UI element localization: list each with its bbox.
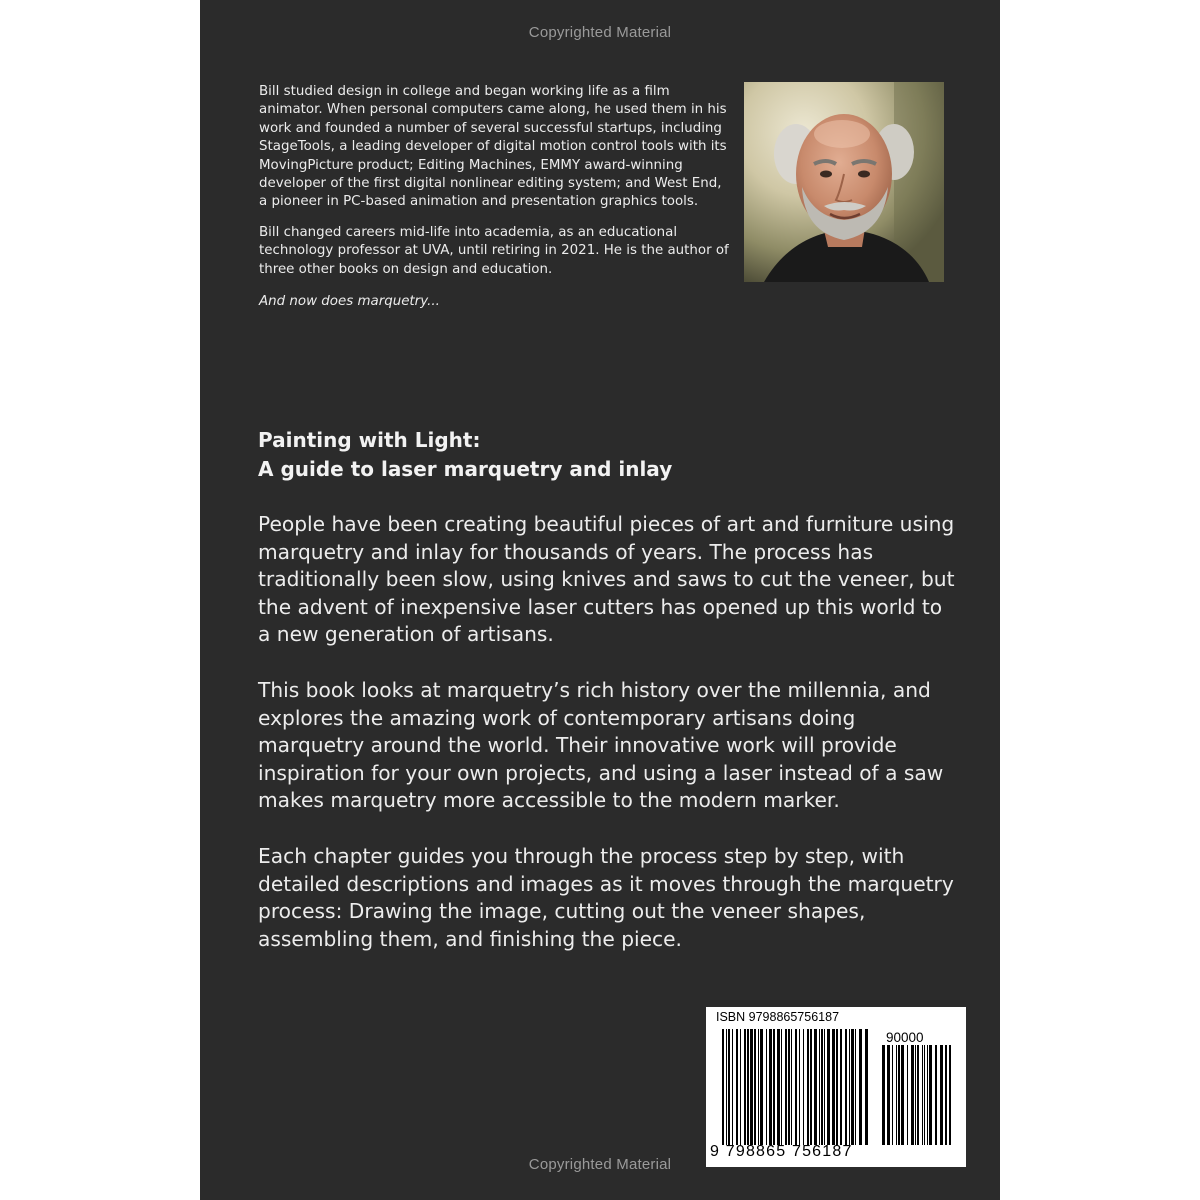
- barcode-digits: 9 798865 756187: [710, 1143, 853, 1160]
- description-paragraph: Each chapter guides you through the process step by step, with detailed descriptions and images as it moves through the marquetry process: Drawing the image, cutting out the veneer shapes, assembling them, and finishing the piece.: [258, 843, 954, 951]
- author-bio: [259, 83, 729, 323]
- author-portrait-illustration: [744, 82, 944, 282]
- barcode-addon-price: 90000: [886, 1030, 924, 1045]
- barcode-bars: [722, 1029, 872, 1145]
- bio-paragraph: Bill studied design in college and began working life as a film animator. When personal computers came along, he used them in his work and founded a number of several successful startups, including StageTools, a leading developer of digital motion control tools with its MovingPicture product; Editing Machines, EMMY award-winning developer of the first digital nonlinear editing system; and West End, a pioneer in PC-based animation and presentation graphics tools.: [259, 84, 727, 210]
- watermark-top: Copyrighted Material: [528, 24, 672, 41]
- isbn-barcode: [706, 1007, 966, 1167]
- book-subtitle-line: A guide to laser marquetry and inlay: [258, 457, 673, 481]
- bio-closing-line: And now does marquetry...: [259, 294, 440, 310]
- author-photo: [744, 82, 944, 282]
- bio-paragraph: Bill changed careers mid-life into academia, as an educational technology professor at UVA, until retiring in 2021. He is the author of three other books on design and education.: [259, 224, 729, 277]
- book-title-line: Painting with Light:: [258, 428, 481, 452]
- book-title: [258, 426, 958, 484]
- watermark-bottom: Copyrighted Material: [528, 1156, 672, 1173]
- book-back-cover: [200, 0, 1000, 1200]
- description-paragraph: This book looks at marquetry’s rich history over the millennia, and explores the amazing work of contemporary artisans doing marquetry around the world. Their innovative work will provide inspiration for your own projects, and using a laser instead of a saw makes marquetry more accessible to the modern marker.: [258, 677, 944, 813]
- book-description: [258, 511, 958, 981]
- barcode-addon-bars: [882, 1045, 954, 1145]
- isbn-label: ISBN 9798865756187: [716, 1010, 840, 1024]
- description-paragraph: People have been creating beautiful pieces of art and furniture using marquetry and inlay for thousands of years. The process has traditionally been slow, using knives and saws to cut the veneer, but the advent of inexpensive laser cutters has opened up this world to a new generation of artisans.: [258, 512, 955, 647]
